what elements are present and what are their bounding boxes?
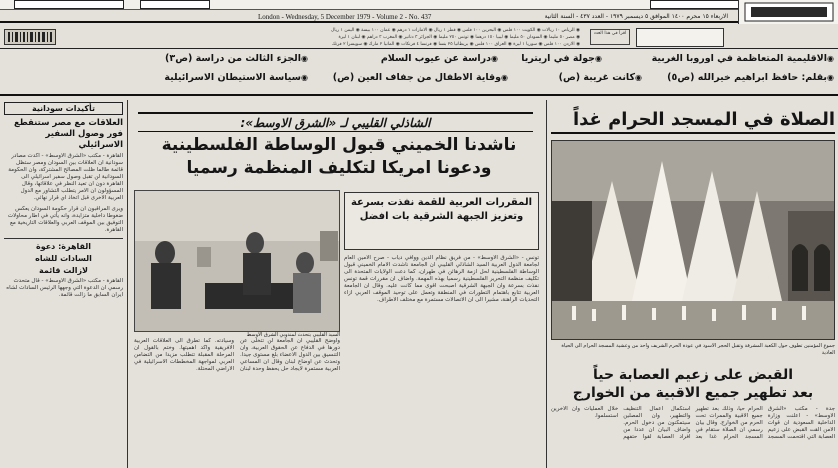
mosque-photo xyxy=(551,140,835,340)
teaser-item[interactable]: ◉ الجزء الثالث من دراسة (ص٣) xyxy=(165,53,308,64)
teaser-item[interactable]: ◉ دراسة عن عيوب السلام xyxy=(381,53,498,64)
side-column xyxy=(0,100,128,468)
teaser-item[interactable]: ◉ كانت غريبة (ص) xyxy=(559,72,642,83)
teaser-item[interactable]: ◉ الاقليمية المتعاظمة في اوروبا الغربية xyxy=(652,53,834,64)
side-body: ويرى المراقبون ان قرار حكومة السودان يعكس ضغوطا داخلية متزايدة، وانه يأتي في اطار محاولات التوفيق بين الموقف العربي والعلاقات التاريخية مع القاهرة. xyxy=(7,206,123,233)
price-index-bar xyxy=(0,26,838,49)
side-box-title: تأكيدات سودانية xyxy=(4,102,123,115)
right-story xyxy=(546,100,838,468)
dateline xyxy=(0,11,838,23)
dateline-arabic: الاربعاء ١٥ محرم ١٤٠٠ الموافق ٥ ديسمبر ١٩٧٩ - العدد ٤٣٧ - السنة الثانية xyxy=(544,13,728,20)
meeting-photo xyxy=(134,190,340,332)
logo-icon xyxy=(739,0,838,24)
teaser-item[interactable]: ◉ جولة في اريتريا xyxy=(521,53,602,64)
side-subhead[interactable]: السادات للشاه xyxy=(35,254,92,263)
meeting-photo-icon xyxy=(135,191,340,332)
divider xyxy=(4,238,123,239)
middle-headline[interactable]: ناشدنا الخميني قبول الوساطة الفلسطينية xyxy=(161,135,517,155)
masthead-logo xyxy=(738,0,838,24)
middle-story xyxy=(130,100,542,468)
right-headline[interactable]: الصلاة في المسجد الحرام غداً xyxy=(551,108,835,132)
price-line: ◉ الاردن ١٠٠ فلس ◉ سوريا ١ ليرة ◉ العراق ١٠٠ فلس ◉ بريطانيا ٢٥ بنسا ◉ فرنسا ٤ فرنكات ◉ المانيا ٢ مارك ◉ سويسرا ٢ فرنك xyxy=(331,42,580,47)
top-strip xyxy=(0,0,838,10)
price-line: ◉ الرياض ١٠ ريالات ◉ الكويت ١٠٠ فلس ◉ البحرين ١٠٠ فلس ◉ قطر ١ ريال ◉ الامارات ١ درهم ◉ عمان ١٠٠ بيسة ◉ اليمن ١ ريال xyxy=(330,28,580,33)
side-subhead[interactable]: لازالت قائمة xyxy=(38,266,89,275)
price-box xyxy=(14,0,124,9)
mosque-caption: جموع المؤمنين تطوف حول الكعبة المشرفة وتقبل الحجر الاسود في عودة الحرم الشريف واحد من وعشية المسجد الحرام الى الحياة العادية xyxy=(561,343,835,356)
middle-banner: الشاذلي القليبي لـ «الشرق الاوسط»: xyxy=(138,112,533,132)
teaser-item[interactable]: ◉ سياسة الاستيطان الاسرائيلية xyxy=(164,72,308,83)
barcode-icon xyxy=(5,30,55,44)
price-line: ◉ مصر ٥٠ مليما ◉ السودان ٥٠ مليما ◉ ليبيا ١٥٠ درهما ◉ تونس ٢٥٠ مليما ◉ الجزائر ٣ دنانير ◉ المغرب ٣ دراهم ◉ لبنان ١ ليرة xyxy=(338,35,580,40)
advert-box xyxy=(636,28,724,47)
teaser-bar xyxy=(0,50,838,96)
middle-body: تونس - «الشرق الاوسط» - من فريق نظام الدين ووافي دياب - صرح الامين العام لجامعة الدول العربية السيد الشاذلي القليبي ان الجامعة ناشدت الامام الخميني قبول الوساطة الفلسطينية لحل ازمة الرهائن في طهران، كما دعت الولايات المتحدة الى تكليف منظمة التحرير الفلسطينية رسميا بهذه المهمة. واضاف ان مقررات قمة تونس نفذت بسرعة وان الجبهة الشرقية اصبحت اقوى مما كانت عليه. وقال ان الجامعة العربية تتابع باهتمام التطورات في المنطقة وتعمل على توحيد الموقف العربي ازاء التحديات الراهنة، مشيرا الى ان الاتصالات مستمرة مع مختلف الاطراف. xyxy=(344,255,539,303)
issue-box xyxy=(140,0,210,9)
side-subhead[interactable]: القاهرة: دعوة xyxy=(35,242,92,251)
barcode-badge xyxy=(4,29,56,45)
side-headline[interactable]: العلاقات مع مصر ستنقطع فور وصول السفير الاسرائيلي xyxy=(13,118,123,150)
inside-label: اقرأ في هذا العدد xyxy=(590,29,630,45)
side-body: القاهرة - مكتب «الشرق الاوسط» - قال متحدث رسمي ان الدعوة التي وجهها الرئيس السادات لشاه ايران السابق ما زالت قائمة. xyxy=(6,278,123,298)
mosque-photo-icon xyxy=(552,141,835,340)
side-body: القاهرة - مكتب «الشرق الاوسط» - اكدت مصادر سودانية ان العلاقات بين السودان ومصر ستظل قائمة طالما ظلت المصالح المشتركة، وان الحكومة السودانية لن تقبل وصول سفير اسرائيلي الى القاهرة دون ان تعيد النظر في علاقاتها، وقال المسؤولون ان الامر يتطلب التشاور مع الدول العربية الاخرى قبل اتخاذ اي قرار نهائي. xyxy=(8,153,123,201)
middle-headline[interactable]: ودعونا امريكا لتكليف المنظمة رسميا xyxy=(186,158,492,178)
teaser-item[interactable]: ◉ بقلم: حافظ ابراهيم خيرالله (ص٥) xyxy=(667,72,834,83)
dateline-english: London - Wednesday, 5 December 1979 - Volume 2 - No. 437 xyxy=(258,13,432,21)
right-body: جدة - مكتب «الشرق الاوسط» - اعلنت وزارة الداخلية السعودية ان قوات الامن القت القبض على زعيم العصابة التي اقتحمت المسجد الحرام حيا، وذلك بعد تطهير جميع الاقبية والممرات تحت الحرم من الخوارج. وقال بيان رسمي ان الصلاة ستقام في المسجد الحرام غدا بعد استكمال اعمال التنظيف والتطهير، وان المصلين سيتمكنون من دخول الحرم. واضاف البيان ان عددا من افراد العصابة لقوا حتفهم خلال العمليات وان الاخرين استسلموا. xyxy=(551,406,835,440)
middle-body-lower: واوضح القليبي ان الجامعة لن تتخلى عن دورها في الدفاع عن الحقوق العربية، وان التنسيق بين الدول الاعضاء بلغ مستوى جيدا. وتحدث عن اوضاع لبنان وقال ان المساعي العربية مستمرة لايجاد حل يحفظ وحدة لبنان وسيادته. كما تطرق الى العلاقات العربية الافريقية واكد اهميتها. وختم بالقول ان المرحلة المقبلة تتطلب مزيدا من التضامن العربي لمواجهة المخططات الاسرائيلية في الاراضي المحتلة. xyxy=(134,338,340,372)
price-lines xyxy=(60,27,580,48)
teaser-item[interactable]: ◉ وقاية الاطفال من جفاف العين (ص) xyxy=(333,72,508,83)
right-subheadline[interactable]: القبض على زعيم العصابة حياً xyxy=(592,367,794,383)
masthead-box xyxy=(650,0,740,9)
photo-caption: السيد القليبي يتحدث لمندوبي الشرق الاوسط xyxy=(246,332,340,338)
right-subheadline[interactable]: بعد تطهير جميع الاقبية من الخوارج xyxy=(572,385,814,401)
middle-deck: المقررات العربية للقمة نفذت بسرعة وتعزيز الجبهة الشرقية بات افضل xyxy=(344,192,539,250)
